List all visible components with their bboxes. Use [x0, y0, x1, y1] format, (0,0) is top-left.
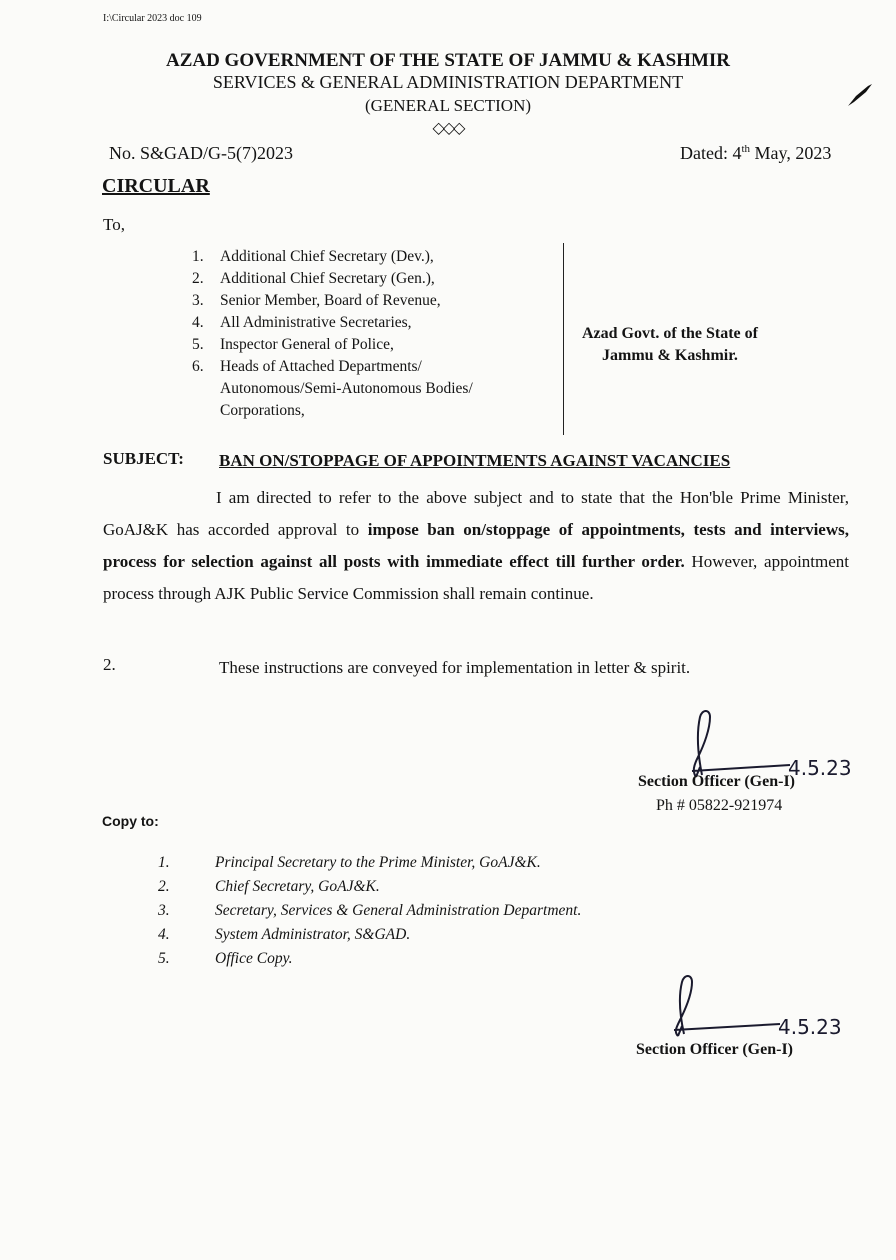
- list-item: 3. Secretary, Services & General Administration Department.: [158, 902, 582, 919]
- list-item: 4. All Administrative Secretaries,: [192, 314, 412, 331]
- document-type: CIRCULAR: [102, 175, 210, 197]
- list-item: 2. Chief Secretary, GoAJ&K.: [158, 878, 380, 895]
- date-line: Dated: 4th May, 2023: [680, 143, 832, 163]
- list-item: 5. Inspector General of Police,: [192, 336, 394, 353]
- addressee-list: [192, 246, 473, 422]
- header-government: AZAD GOVERNMENT OF THE STATE OF JAMMU & KASHMIR: [165, 50, 731, 71]
- list-item: 5. Office Copy.: [158, 950, 293, 967]
- file-reference: I:\Circular 2023 doc 109: [103, 13, 202, 24]
- header-ornament: ◇◇◇: [432, 120, 464, 137]
- signatory-title-2: Section Officer (Gen-I): [636, 1041, 793, 1058]
- list-item: 2. Additional Chief Secretary (Gen.),: [192, 270, 435, 287]
- header-department: SERVICES & GENERAL ADMINISTRATION DEPARTMENT: [212, 72, 684, 92]
- header-section: (GENERAL SECTION): [364, 96, 532, 115]
- signature-1-date: 4.5.23: [788, 756, 852, 780]
- subject-text: BAN ON/STOPPAGE OF APPOINTMENTS AGAINST VACANCIES: [219, 451, 731, 470]
- reference-number: No. S&GAD/G-5(7)2023: [109, 143, 293, 163]
- list-item: 1. Additional Chief Secretary (Dev.),: [192, 248, 434, 265]
- signature-2-date: 4.5.23: [778, 1015, 842, 1039]
- paragraph-2-text: These instructions are conveyed for implementation in letter & spirit.: [219, 658, 691, 677]
- list-item: 3. Senior Member, Board of Revenue,: [192, 292, 441, 309]
- divider: [563, 243, 564, 435]
- signature-2-icon: [640, 972, 860, 1052]
- phone-number: Ph # 05822-921974: [656, 797, 783, 814]
- list-item-continuation: Corporations,: [220, 402, 305, 419]
- paragraph-2-number: 2.: [103, 655, 116, 674]
- government-address-block: Azad Govt. of the State of Jammu & Kashmir.: [582, 325, 758, 364]
- list-item: 6. Heads of Attached Departments/: [192, 358, 422, 375]
- list-item: 1. Principal Secretary to the Prime Minister, GoAJ&K.: [158, 854, 541, 871]
- subject-label: SUBJECT:: [103, 449, 184, 468]
- copy-to-label: Copy to:: [102, 813, 159, 829]
- pen-mark-icon: [846, 82, 874, 108]
- list-item-continuation: Autonomous/Semi-Autonomous Bodies/: [220, 380, 473, 397]
- list-item: 4. System Administrator, S&GAD.: [158, 926, 411, 943]
- signatory-title: Section Officer (Gen-I): [638, 773, 795, 790]
- paragraph-1: I am directed to refer to the above subject and to state that the Hon'ble Prime Minister, GoAJ&K has accorded approval to impose ban on/stoppage of appointments, tests and interviews, process for selection against all posts with immediate effect till further order. However, appointment process through AJK Public Service Commission shall remain continue.: [103, 488, 850, 603]
- copy-to-list: [158, 851, 581, 971]
- to-label: To,: [103, 215, 125, 234]
